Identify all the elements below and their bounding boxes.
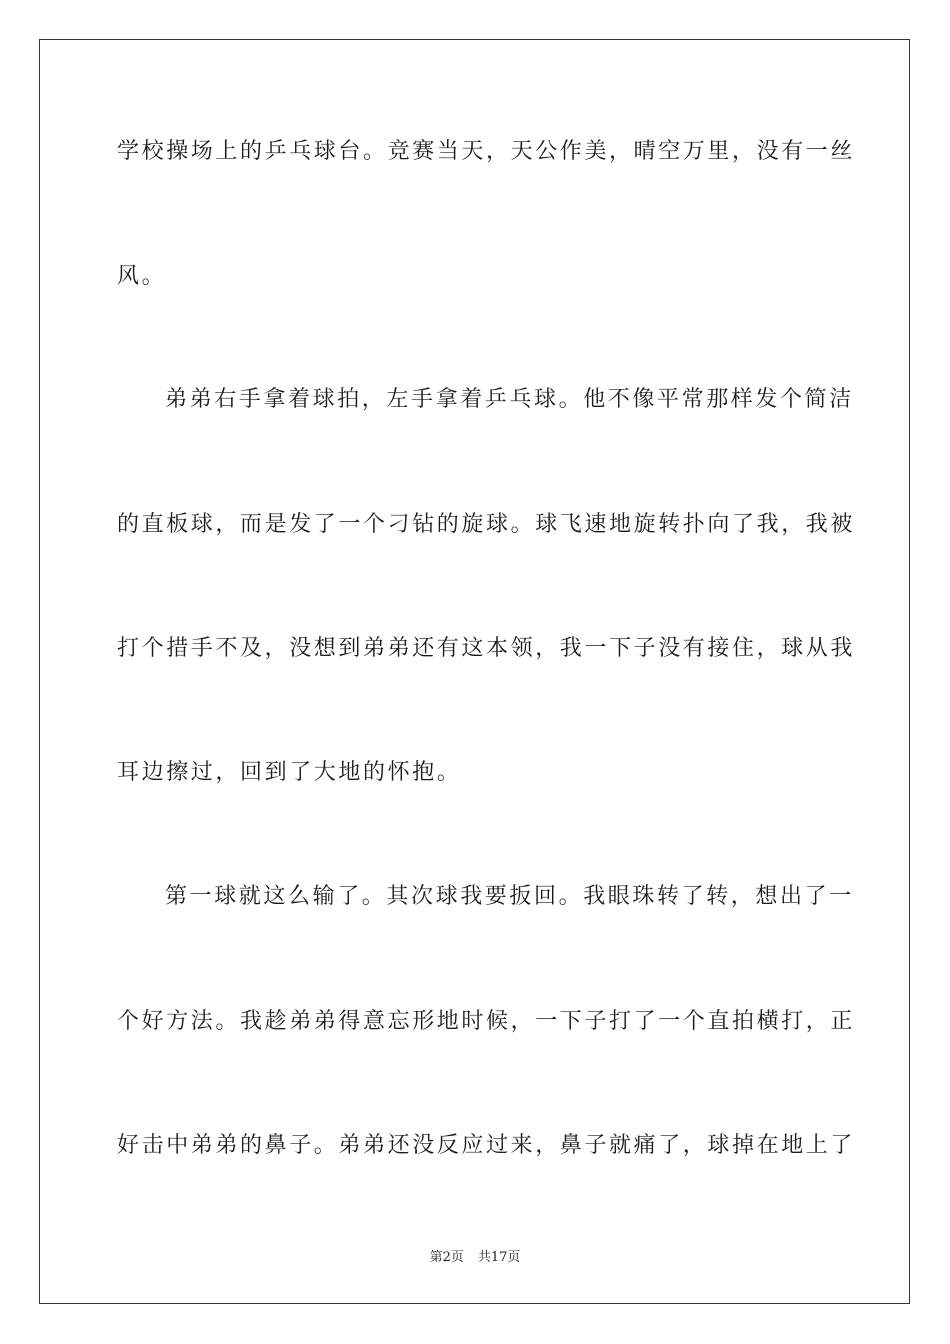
page-border xyxy=(39,39,910,1304)
paragraph-first-line: 弟弟右手拿着球拍，左手拿着乒乓球。他不像平常那样发个简洁 xyxy=(165,387,854,412)
page-total: 共17页 xyxy=(477,1250,521,1265)
text-line: 耳边擦过，回到了大地的怀抱。 xyxy=(117,760,462,785)
page-footer xyxy=(0,1246,950,1265)
paragraph-first-line: 第一球就这么输了。其次球我要扳回。我眼珠转了转，想出了一 xyxy=(165,884,854,909)
text-line: 的直板球，而是发了一个刁钻的旋球。球飞速地旋转扑向了我，我被 xyxy=(117,512,856,537)
text-line: 个好方法。我趁弟弟得意忘形地时候，一下子打了一个直拍横打，正 xyxy=(117,1009,856,1034)
text-line: 打个措手不及，没想到弟弟还有这本领，我一下子没有接住，球从我 xyxy=(117,636,856,661)
text-line: 好击中弟弟的鼻子。弟弟还没反应过来，鼻子就痛了，球掉在地上了 xyxy=(117,1133,856,1158)
text-line: 学校操场上的乒乓球台。竞赛当天，天公作美，晴空万里，没有一丝 xyxy=(117,139,856,164)
page-number: 第2页 xyxy=(429,1250,464,1265)
text-line: 风。 xyxy=(117,264,167,289)
